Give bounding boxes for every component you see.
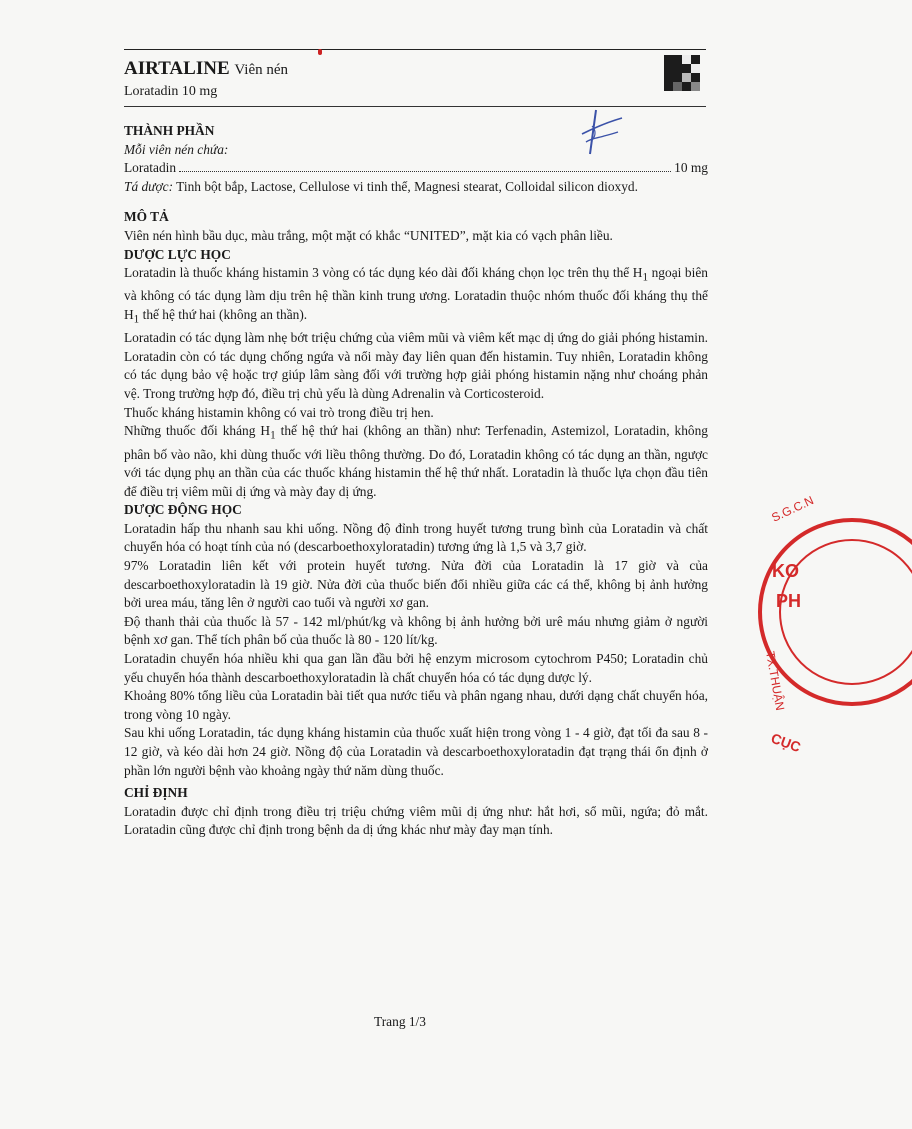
description-text: Viên nén hình bầu dục, màu trắng, một mặt có khắc “UNITED”, mặt kia có vạch phân liều. xyxy=(124,227,613,243)
pharmacodynamics-p3: Thuốc kháng histamin không có vai trò trong điều trị hen. xyxy=(124,404,434,420)
pharmacodynamics-p4: Những thuốc đối kháng $H_1$ thế hệ thứ hai (không an thần) như: Terfenadin, Astemizol, Loratadin, không phân bố vào não, khi dùng thuốc với liều thông thường. Do đó, Loratadin không có tác dụng an thần, ngược với tác dụng phụ an thần của các thuốc kháng histamin thế hệ thứ nhất. Loratadin là thuốc lựa chọn đầu tiên để điều trị viêm mũi dị ứng và mày đay dị ứng. xyxy=(124,423,708,499)
pharmacokinetics-p6: Sau khi uống Loratadin, tác dụng kháng histamin của thuốc xuất hiện trong vòng 1 - 4 giờ, đạt tối đa sau 8 - 12 giờ, và kéo dài hơn 24 giờ. Nồng độ của Loratadin và descarboethoxyloratadin đạt trạng thái ổn định ở phần lớn người bệnh vào khoảng ngày thứ năm dùng thuốc. xyxy=(124,725,708,778)
pharmacodynamics-p1: Loratadin là thuốc kháng histamin 3 vòng có tác dụng kéo dài đối kháng chọn lọc trên thụ thể $H_1$ ngoại biên và không có tác dụng làm dịu trên hệ thần kinh trung ương. Loratadin thuộc nhóm thuốc đối kháng thụ thể $H_1$ thế hệ thứ hai (không an thần). xyxy=(124,265,708,326)
brand-name: AIRTALINE xyxy=(124,58,230,79)
section-heading-chi-dinh: CHỈ ĐỊNH xyxy=(124,785,188,801)
ingredient-amount: 10 mg xyxy=(674,160,708,176)
pharmacokinetics-p2: 97% Loratadin liên kết với protein huyết tương. Nửa đời của Loratadin là 17 giờ và của descarboethoxyloratadin là 19 giờ. Nửa đời của thuốc biến đổi nhiều giữa các cá thể, không bị ảnh hưởng bởi urea máu, tăng lên ở người cao tuổi và người xơ gan. xyxy=(124,558,708,611)
header-bottom-rule xyxy=(124,106,706,107)
dosage-form: Viên nén xyxy=(234,62,289,78)
ingredient-name: Loratadin xyxy=(124,160,177,176)
section-heading-thanh-phan: THÀNH PHẦN xyxy=(124,123,215,138)
dot-leader xyxy=(179,171,671,172)
stamp-line-2: KO xyxy=(772,561,799,581)
excipient-label: Tá dược: xyxy=(124,178,174,194)
pharmacodynamics-p2: Loratadin có tác dụng làm nhẹ bớt triệu chứng của viêm mũi và viêm kết mạc dị ứng do giải phóng histamin. Loratadin còn có tác dụng chống ngứa và nổi mày đay liên quan đến histamin. Tuy nhiên, Loratadin không có tác dụng bảo vệ hoặc trợ giúp lâm sàng đối với trường hợp giải phóng histamin nặng như choáng phản vệ. Trong trường hợp đó, điều trị chủ yếu là dùng Adrenalin và Corticosteroid. xyxy=(124,330,708,402)
red-mark xyxy=(318,49,322,55)
official-stamp-icon xyxy=(752,462,912,762)
section-heading-duoc-dong-hoc: DƯỢC ĐỘNG HỌC xyxy=(124,502,242,518)
page-number: Trang 1/3 xyxy=(374,1014,426,1029)
pharmacokinetics-p1: Loratadin hấp thu nhanh sau khi uống. Nồng độ đỉnh trong huyết tương trung bình của Loratadin và chất chuyển hóa có hoạt tính của nó (descarboethoxyloratadin) tương ứng là 1,5 và 3,7 giờ. xyxy=(124,520,708,555)
section-heading-mo-ta: MÔ TẢ xyxy=(124,209,169,225)
excipient-text: Tinh bột bắp, Lactose, Cellulose vi tinh thể, Magnesi stearat, Colloidal silicon dioxyd. xyxy=(173,178,638,194)
section-heading-duoc-luc-hoc: DƯỢC LỰC HỌC xyxy=(124,246,231,262)
product-title xyxy=(124,58,288,81)
leaflet-content xyxy=(124,122,708,840)
pharmacokinetics-p4: Loratadin chuyển hóa nhiều khi qua gan lần đầu bởi hệ enzym microsom cytochrom P450; Loratadin chủ yếu chuyển hóa thành descarboethoxyloratadin là chất chuyển hóa có tác dụng dược lý. xyxy=(124,651,708,685)
stamp-line-4: TX.THUẬN xyxy=(763,650,788,712)
pharmacokinetics-p5: Khoảng 80% tổng liều của Loratadin bài tiết qua nước tiểu và phân ngang nhau, dưới dạng chất chuyển hóa, trong vòng 10 ngày. xyxy=(124,688,708,722)
product-subtitle: Loratadin 10 mg xyxy=(124,84,218,99)
pharmacokinetics-p3: Độ thanh thải của thuốc là 57 - 142 ml/phút/kg và không bị ảnh hưởng bởi urê máu nhưng giảm ở người bệnh xơ gan. Thể tích phân bố của thuốc là 80 - 120 lít/kg. xyxy=(124,613,708,648)
stamp-line-3: PH xyxy=(776,591,802,611)
ingredient-line xyxy=(124,159,708,178)
stamp-line-1: S.G.C.N xyxy=(769,493,816,525)
excipients xyxy=(124,178,708,197)
header-top-rule xyxy=(124,49,706,50)
stamp-line-5: CỤC xyxy=(768,729,803,756)
checker-logo-icon xyxy=(664,55,700,91)
indications-text: Loratadin được chỉ định trong điều trị triệu chứng viêm mũi dị ứng như: hắt hơi, sổ mũi, ngứa; đỏ mắt. Loratadin cũng được chỉ định trong bệnh da dị ứng khác như mày đay mạn tính. xyxy=(124,803,708,838)
per-tablet-label: Mỗi viên nén chứa: xyxy=(124,141,229,157)
